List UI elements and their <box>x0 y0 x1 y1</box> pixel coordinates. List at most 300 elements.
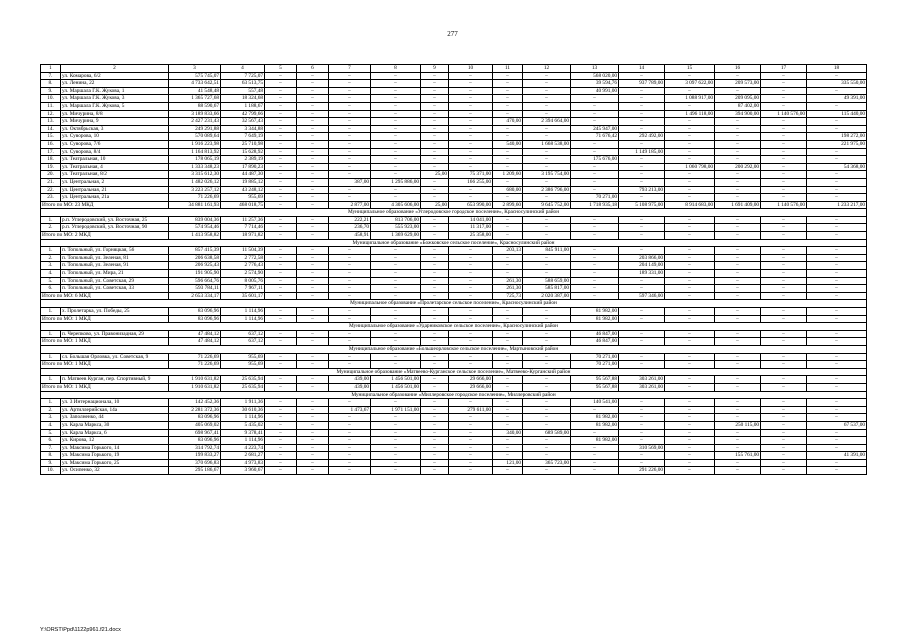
building-address: ул. Маршала Г.К. Жукова, 5 <box>61 102 169 110</box>
value-cell: 54 368,00 <box>807 163 867 171</box>
value-cell: – <box>421 330 449 338</box>
value-cell: 4 973,83 <box>221 459 265 467</box>
value-cell: – <box>619 399 665 407</box>
value-cell: – <box>619 406 665 414</box>
total-value-cell: – <box>665 383 715 391</box>
value-cell: 857 415,39 <box>169 247 221 255</box>
value-cell: – <box>297 178 329 186</box>
value-cell: 67 537,00 <box>807 421 867 429</box>
value-cell: – <box>421 247 449 255</box>
value-cell: – <box>807 156 867 164</box>
value-cell: 166 255,00 <box>449 178 493 186</box>
value-cell: – <box>523 444 571 452</box>
value-cell: – <box>265 459 297 467</box>
value-cell: 203 866,00 <box>619 254 665 262</box>
total-value-cell: – <box>371 292 421 300</box>
total-value-cell: – <box>493 315 523 323</box>
total-value-cell: 653 990,00 <box>449 201 493 209</box>
value-cell: 142 452,36 <box>169 399 221 407</box>
value-cell: – <box>807 148 867 156</box>
value-cell: – <box>297 452 329 460</box>
value-cell: – <box>297 270 329 278</box>
value-cell: – <box>421 133 449 141</box>
value-cell: – <box>665 224 715 232</box>
value-cell: – <box>297 277 329 285</box>
row-number: 10. <box>41 467 61 475</box>
value-cell: 585 817,00 <box>523 285 571 293</box>
building-address: ул. Осипенко, 32 <box>61 467 169 475</box>
total-value-cell: 1 718 935,18 <box>571 201 619 209</box>
value-cell: – <box>297 330 329 338</box>
value-cell: – <box>449 80 493 88</box>
value-cell: – <box>571 163 619 171</box>
total-value-cell: – <box>329 292 371 300</box>
value-cell: – <box>493 399 523 407</box>
total-label: Итого по МО: 1 МКД <box>41 338 169 346</box>
report-table-container <box>40 64 866 475</box>
value-cell: 1 088 917,00 <box>665 95 715 103</box>
row-number: 23. <box>41 194 61 202</box>
value-cell: – <box>665 87 715 95</box>
municipality-section-header <box>41 391 867 399</box>
value-cell: – <box>265 178 297 186</box>
total-value-cell: – <box>371 338 421 346</box>
value-cell: – <box>571 102 619 110</box>
building-row <box>41 406 867 414</box>
total-value-cell: 725,73 <box>493 292 523 300</box>
value-cell: 189 331,00 <box>619 270 665 278</box>
total-value-cell: – <box>297 232 329 240</box>
total-value-cell: – <box>523 315 571 323</box>
total-value-cell: – <box>371 361 421 369</box>
value-cell: – <box>523 270 571 278</box>
total-value-cell: – <box>449 361 493 369</box>
value-cell: – <box>371 467 421 475</box>
value-cell: 1 295 886,00 <box>371 178 421 186</box>
value-cell: 4 223,74 <box>221 444 265 452</box>
value-cell: 5 435,02 <box>221 421 265 429</box>
value-cell: – <box>715 459 761 467</box>
total-value-cell: 1 910 631,82 <box>169 383 221 391</box>
value-cell: 9 378,41 <box>221 429 265 437</box>
building-row <box>41 186 867 194</box>
total-value-cell: 1 140 576,00 <box>761 201 807 209</box>
value-cell: 140 541,00 <box>571 399 619 407</box>
building-row <box>41 87 867 95</box>
value-cell: – <box>265 148 297 156</box>
value-cell: – <box>493 133 523 141</box>
value-cell: – <box>449 186 493 194</box>
value-cell: 199 833,27 <box>169 452 221 460</box>
value-cell: 95 567,88 <box>571 376 619 384</box>
value-cell: – <box>715 353 761 361</box>
value-cell: – <box>329 171 371 179</box>
value-cell: 588 659,00 <box>523 277 571 285</box>
value-cell: – <box>715 254 761 262</box>
value-cell: – <box>329 118 371 126</box>
value-cell: – <box>421 262 449 270</box>
row-number: 9. <box>41 459 61 467</box>
value-cell: – <box>449 459 493 467</box>
value-cell: – <box>371 285 421 293</box>
building-address: п. Топольный, ул. Зеленая, 91 <box>61 262 169 270</box>
value-cell: 15 628,92 <box>221 148 265 156</box>
value-cell: – <box>571 148 619 156</box>
value-cell: – <box>297 133 329 141</box>
value-cell: 637,12 <box>221 330 265 338</box>
value-cell: – <box>807 87 867 95</box>
value-cell: – <box>421 102 449 110</box>
value-cell: – <box>449 437 493 445</box>
row-number: 4. <box>41 270 61 278</box>
value-cell: 83 096,96 <box>169 414 221 422</box>
building-address: ул. Театральная, 10 <box>61 156 169 164</box>
value-cell: – <box>523 87 571 95</box>
value-cell: 1 482 026,12 <box>169 178 221 186</box>
value-cell: – <box>665 102 715 110</box>
building-address: п. Топольный, ул. Советская, 29 <box>61 277 169 285</box>
value-cell: – <box>571 247 619 255</box>
value-cell: – <box>493 148 523 156</box>
value-cell: – <box>807 186 867 194</box>
total-value-cell: – <box>665 315 715 323</box>
value-cell: – <box>297 406 329 414</box>
value-cell: – <box>297 224 329 232</box>
value-cell: – <box>329 353 371 361</box>
value-cell: – <box>665 277 715 285</box>
value-cell: 121,00 <box>493 459 523 467</box>
value-cell: 249 291,88 <box>169 125 221 133</box>
total-label: Итого по МО: 1 МКД <box>41 315 169 323</box>
value-cell: – <box>807 353 867 361</box>
value-cell: – <box>715 72 761 80</box>
total-value-cell: – <box>571 292 619 300</box>
value-cell: 2 776,43 <box>221 262 265 270</box>
building-row <box>41 95 867 103</box>
value-cell: – <box>761 194 807 202</box>
total-value-cell: 1 691 409,00 <box>715 201 761 209</box>
value-cell: – <box>371 194 421 202</box>
value-cell: – <box>493 414 523 422</box>
value-cell: – <box>523 148 571 156</box>
value-cell: 295 186,67 <box>169 467 221 475</box>
total-value-cell: 303 261,00 <box>619 383 665 391</box>
value-cell: 310 569,00 <box>619 444 665 452</box>
municipality-name: Муниципальное образование «Пролетарское сельское поселение», Красносулинский район <box>41 300 867 308</box>
value-cell: – <box>807 444 867 452</box>
value-cell: – <box>761 254 807 262</box>
value-cell: 1 456 501,00 <box>371 376 421 384</box>
building-row <box>41 437 867 445</box>
value-cell: – <box>265 277 297 285</box>
building-row <box>41 414 867 422</box>
value-cell: – <box>371 262 421 270</box>
value-cell: – <box>371 95 421 103</box>
row-number: 3. <box>41 262 61 270</box>
value-cell: – <box>449 102 493 110</box>
value-cell: 206 638,58 <box>169 254 221 262</box>
value-cell: – <box>715 133 761 141</box>
value-cell: – <box>715 262 761 270</box>
total-value-cell: – <box>449 338 493 346</box>
value-cell: – <box>665 156 715 164</box>
value-cell: – <box>329 467 371 475</box>
municipality-name: Муниципальное образование «Божковское сельское поселение», Красносулинский район <box>41 239 867 247</box>
value-cell: – <box>371 399 421 407</box>
building-row <box>41 156 867 164</box>
value-cell: 115 440,00 <box>807 110 867 118</box>
value-cell: – <box>421 406 449 414</box>
building-address: ул. 3 Интернационала, 10 <box>61 399 169 407</box>
value-cell: – <box>421 414 449 422</box>
value-cell: – <box>449 194 493 202</box>
value-cell: 314 792,74 <box>169 444 221 452</box>
value-cell: 14 041,00 <box>449 216 493 224</box>
value-cell: – <box>493 421 523 429</box>
value-cell: 70 271,00 <box>571 353 619 361</box>
building-row <box>41 163 867 171</box>
value-cell: – <box>297 467 329 475</box>
value-cell: 2 574,90 <box>221 270 265 278</box>
value-cell: 40 991,00 <box>571 87 619 95</box>
value-cell: – <box>421 148 449 156</box>
value-cell: – <box>761 133 807 141</box>
value-cell: 680,00 <box>493 186 523 194</box>
value-cell: – <box>715 330 761 338</box>
value-cell: – <box>297 437 329 445</box>
value-cell: – <box>715 376 761 384</box>
value-cell: – <box>665 194 715 202</box>
value-cell: – <box>265 285 297 293</box>
value-cell: – <box>371 118 421 126</box>
municipality-name: Муниципальное образование «Углеродовское городское поселение», Красносулинский район <box>41 209 867 217</box>
row-number: 8. <box>41 80 61 88</box>
total-value-cell: 5 108 975,00 <box>619 201 665 209</box>
value-cell: – <box>371 254 421 262</box>
value-cell: – <box>371 437 421 445</box>
value-cell: – <box>493 194 523 202</box>
value-cell: – <box>619 125 665 133</box>
value-cell: 8 005,76 <box>221 277 265 285</box>
value-cell: 1 668 538,00 <box>523 140 571 148</box>
total-value-cell: – <box>761 338 807 346</box>
value-cell: – <box>619 194 665 202</box>
total-value-cell: – <box>807 361 867 369</box>
total-value-cell: – <box>761 292 807 300</box>
value-cell: – <box>493 353 523 361</box>
value-cell: – <box>665 140 715 148</box>
total-value-cell: – <box>523 383 571 391</box>
value-cell: 570 089,64 <box>169 133 221 141</box>
row-number: 17. <box>41 148 61 156</box>
value-cell: – <box>421 186 449 194</box>
value-cell: – <box>761 95 807 103</box>
value-cell: – <box>761 437 807 445</box>
total-value-cell: – <box>523 361 571 369</box>
value-cell: – <box>571 171 619 179</box>
value-cell: – <box>265 452 297 460</box>
total-value-cell: – <box>265 292 297 300</box>
value-cell: – <box>523 421 571 429</box>
value-cell: – <box>329 308 371 316</box>
value-cell: – <box>493 80 523 88</box>
value-cell: – <box>493 125 523 133</box>
value-cell: – <box>297 194 329 202</box>
value-cell: – <box>715 429 761 437</box>
building-address: ул. Максима Горького, 14 <box>61 444 169 452</box>
value-cell: – <box>421 125 449 133</box>
value-cell: 1 114,96 <box>221 437 265 445</box>
value-cell: – <box>571 277 619 285</box>
value-cell: – <box>421 277 449 285</box>
value-cell: 42 799,66 <box>221 110 265 118</box>
value-cell: – <box>807 194 867 202</box>
value-cell: – <box>493 156 523 164</box>
value-cell: – <box>421 444 449 452</box>
column-number-header-row <box>41 65 867 73</box>
value-cell: – <box>493 87 523 95</box>
total-value-cell: – <box>619 232 665 240</box>
value-cell: – <box>665 376 715 384</box>
column-number-cell: 3 <box>169 65 221 73</box>
municipality-name: Муниципальное образование «Ударниковское сельское поселение», Красносулинский район <box>41 323 867 331</box>
value-cell: – <box>329 140 371 148</box>
value-cell: – <box>571 285 619 293</box>
value-cell: – <box>619 87 665 95</box>
total-value-cell: 70 271,00 <box>571 361 619 369</box>
value-cell: 47 484,12 <box>169 330 221 338</box>
building-row <box>41 133 867 141</box>
value-cell: – <box>523 399 571 407</box>
building-row <box>41 140 867 148</box>
value-cell: – <box>421 376 449 384</box>
column-number-cell: 6 <box>297 65 329 73</box>
value-cell: – <box>619 285 665 293</box>
column-number-cell: 18 <box>807 65 867 73</box>
building-address: ул. Карла Маркса, 30 <box>61 421 169 429</box>
municipality-name: Муниципальное образование «Миллеровское городское поселение», Миллеровский район <box>41 391 867 399</box>
value-cell: 81 982,00 <box>571 421 619 429</box>
value-cell: – <box>807 118 867 126</box>
value-cell: 2 427 231,43 <box>169 118 221 126</box>
total-value-cell: – <box>265 315 297 323</box>
value-cell: – <box>265 444 297 452</box>
value-cell: – <box>371 110 421 118</box>
value-cell: – <box>493 95 523 103</box>
row-number: 11. <box>41 102 61 110</box>
value-cell: – <box>449 270 493 278</box>
total-value-cell: – <box>493 361 523 369</box>
column-number-cell: 11 <box>493 65 523 73</box>
total-value-cell: 8 914 683,00 <box>665 201 715 209</box>
value-cell: – <box>265 87 297 95</box>
value-cell: – <box>371 87 421 95</box>
value-cell: – <box>665 133 715 141</box>
value-cell: – <box>807 277 867 285</box>
value-cell: 1 496 118,00 <box>665 110 715 118</box>
building-address: ул. Театральная, 8/2 <box>61 171 169 179</box>
building-row <box>41 247 867 255</box>
value-cell: – <box>371 171 421 179</box>
total-value-cell: – <box>761 361 807 369</box>
value-cell: 19 885,12 <box>221 178 265 186</box>
value-cell: – <box>329 459 371 467</box>
building-address: ул. Ленина, 22 <box>61 80 169 88</box>
column-number-cell: 17 <box>761 65 807 73</box>
value-cell: – <box>619 277 665 285</box>
value-cell: – <box>265 72 297 80</box>
value-cell: – <box>761 72 807 80</box>
value-cell: – <box>619 421 665 429</box>
value-cell: – <box>329 270 371 278</box>
value-cell: – <box>265 194 297 202</box>
value-cell: – <box>421 421 449 429</box>
total-value-cell: – <box>619 338 665 346</box>
value-cell: 25,00 <box>421 171 449 179</box>
total-value-cell: 4 305 606,00 <box>371 201 421 209</box>
row-number: 12. <box>41 110 61 118</box>
total-value-cell: – <box>523 232 571 240</box>
value-cell: 555 923,00 <box>371 224 421 232</box>
value-cell: – <box>421 95 449 103</box>
value-cell: 7 714,46 <box>221 224 265 232</box>
value-cell: – <box>493 308 523 316</box>
total-label: Итого по МО: 1 МКД <box>41 361 169 369</box>
value-cell: – <box>297 148 329 156</box>
value-cell: 292 492,00 <box>619 133 665 141</box>
total-value-cell: – <box>297 292 329 300</box>
value-cell: – <box>371 444 421 452</box>
value-cell: – <box>371 148 421 156</box>
value-cell: – <box>265 133 297 141</box>
row-number: 19. <box>41 163 61 171</box>
total-value-cell: – <box>807 383 867 391</box>
value-cell: 1 164 813,92 <box>169 148 221 156</box>
column-number-cell: 8 <box>371 65 421 73</box>
value-cell: – <box>761 452 807 460</box>
value-cell: – <box>761 421 807 429</box>
value-cell: 18 324,68 <box>221 95 265 103</box>
municipality-name: Муниципальное образование «Большеорловское сельское поселение», Мартыновский район <box>41 345 867 353</box>
value-cell: – <box>421 270 449 278</box>
row-number: 5. <box>41 429 61 437</box>
value-cell: – <box>493 178 523 186</box>
value-cell: – <box>421 178 449 186</box>
building-address: ул. Карла Маркса, 6 <box>61 429 169 437</box>
value-cell: – <box>493 376 523 384</box>
total-value-cell: 25 358,00 <box>449 232 493 240</box>
total-value-cell: – <box>715 315 761 323</box>
value-cell: – <box>665 285 715 293</box>
value-cell: – <box>619 414 665 422</box>
value-cell: – <box>371 414 421 422</box>
value-cell: – <box>523 216 571 224</box>
column-number-cell: 7 <box>329 65 371 73</box>
value-cell: – <box>665 330 715 338</box>
value-cell: – <box>421 118 449 126</box>
value-cell: – <box>761 186 807 194</box>
total-value-cell: 597 346,00 <box>619 292 665 300</box>
value-cell: – <box>761 399 807 407</box>
value-cell: – <box>449 156 493 164</box>
value-cell: – <box>371 459 421 467</box>
value-cell: 71 676,42 <box>571 133 619 141</box>
building-address: п. Топольный, ул. Мира, 21 <box>61 270 169 278</box>
total-value-cell: – <box>807 292 867 300</box>
value-cell: – <box>523 194 571 202</box>
value-cell: 46 847,00 <box>571 330 619 338</box>
value-cell: – <box>807 254 867 262</box>
